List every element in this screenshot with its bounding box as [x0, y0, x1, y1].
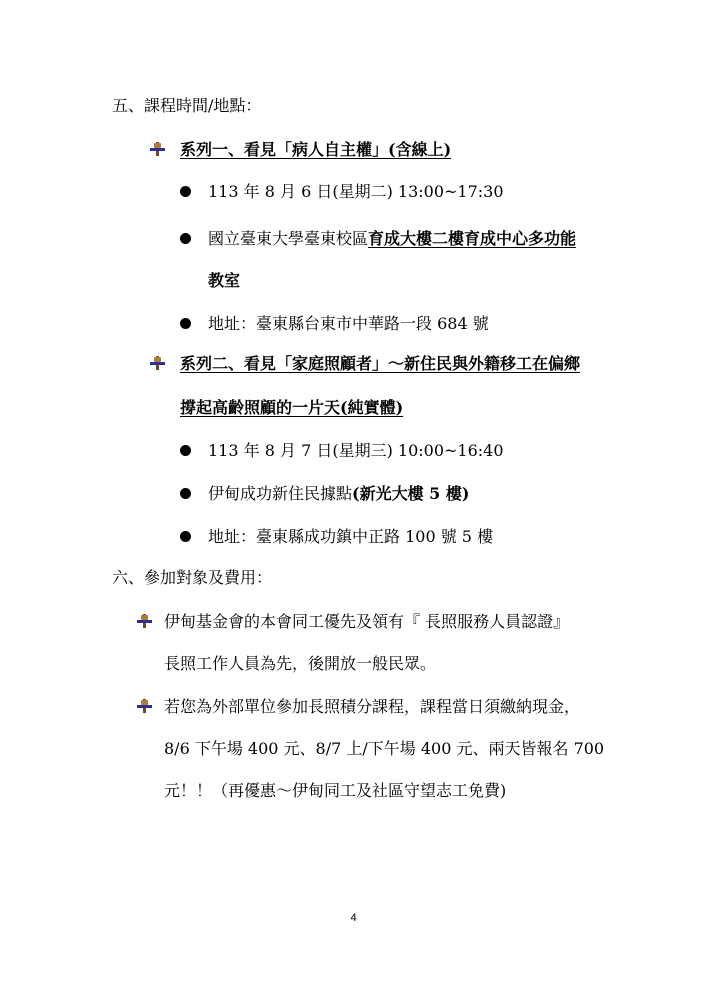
series-2-place [208, 483, 469, 505]
series-2-date: 113 年 8 月 7 日(星期三) 10:00~16:40 [208, 441, 504, 460]
fee-line1: 若您為外部單位參加長照積分課程，課程當日須繳納現金， [164, 697, 581, 716]
fee-line2: 8/6 下午場 400 元、8/7 上/下午場 400 元、兩天皆報名 700 [164, 739, 605, 758]
series-2-address: 地址：臺東縣成功鎮中正路 100 號 5 樓 [208, 527, 494, 546]
pushpin-icon [137, 699, 152, 713]
pushpin-icon [137, 614, 152, 628]
eligibility-line1: 伊甸基金會的本會同工優先及領有『 長照服務人員認證』 [164, 612, 570, 631]
series-1-date: 113 年 8 月 6 日(星期二) 13:00~17:30 [208, 182, 504, 201]
pushpin-icon [150, 356, 165, 370]
series-2-place-prefix: 伊甸成功新住民據點 [208, 484, 353, 503]
fee-line3: 元！！（再優惠～伊甸同工及社區守望志工免費) [164, 781, 507, 800]
series-1-place-prefix: 國立臺東大學臺東校區 [208, 229, 369, 248]
bullet-dot-icon [180, 233, 191, 244]
bullet-dot-icon [180, 531, 191, 542]
series-1-place-emphasis: 育成大樓二樓育成中心多功能 [368, 229, 577, 248]
series-1-address: 地址：臺東縣台東市中華路一段 684 號 [208, 314, 489, 333]
series-2-title-line1: 系列二、看見「家庭照顧者」～新住民與外籍移工在偏鄉 [180, 354, 581, 373]
section-5-heading: 五、課程時間/地點： [112, 96, 262, 115]
section-6-heading: 六、參加對象及費用： [112, 568, 273, 587]
series-1-place [208, 228, 576, 250]
series-1-place-continued: 教室 [208, 271, 241, 290]
eligibility-line2: 長照工作人員為先，後開放一般民眾。 [164, 654, 437, 673]
bullet-dot-icon [180, 488, 191, 499]
series-2-place-emphasis: (新光大樓 5 樓) [352, 484, 470, 503]
bullet-dot-icon [180, 318, 191, 329]
series-2-title-line2: 撐起高齡照顧的一片天(純實體) [180, 398, 404, 417]
page-number: 4 [350, 912, 357, 924]
bullet-dot-icon [180, 186, 191, 197]
pushpin-icon [150, 142, 165, 156]
bullet-dot-icon [180, 445, 191, 456]
series-1-title: 系列一、看見「病人自主權」(含線上) [180, 140, 452, 159]
